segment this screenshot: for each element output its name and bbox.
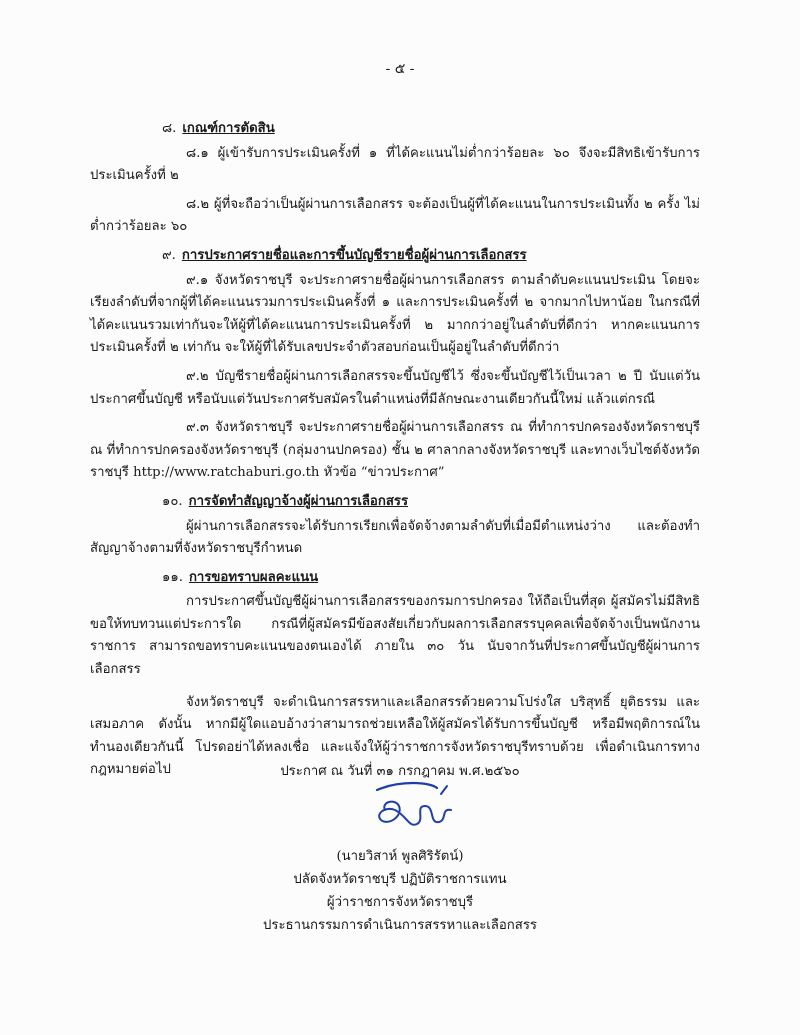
section-number: ๘.	[162, 121, 177, 136]
section-title: การจัดทำสัญญาจ้างผู้ผ่านการเลือกสรร	[188, 493, 409, 509]
signatory-position: ประธานกรรมการดำเนินการสรรหาและเลือกสรร	[263, 918, 537, 933]
paragraph: ๙.๓ จังหวัดราชบุรี จะประกาศรายชื่อผู้ผ่านการเลือกสรร ณ ที่ทำการปกครองจังหวัดราชบุรี ณ ที่ทำการปกครองจังหวัดราชบุรี (กลุ่มงานปกครอง) ชั้น ๒ ศาลากลางจังหวัดราชบุรี และทางเว็บไซต์จังหวัดราชบุรี http://www.ratchaburi.go.th หัวข้อ “ข่าวประกาศ”	[90, 420, 700, 481]
signatory-name: (นายวิสาห์ พูลศิริรัตน์)	[336, 849, 464, 864]
section-number: ๑๑.	[162, 569, 183, 585]
signatory-block	[0, 845, 800, 937]
paragraph: ๘.๑ ผู้เข้ารับการประเมินครั้งที่ ๑ ที่ได้คะแนนไม่ต่ำกว่าร้อยละ ๖๐ จึงจะมีสิทธิเข้ารับการประเมินครั้งที่ ๒	[90, 145, 700, 184]
document-body	[90, 112, 700, 788]
page-number: - ๕ -	[385, 61, 415, 77]
handwritten-signature	[355, 780, 475, 835]
paragraph: ๙.๒ บัญชีรายชื่อผู้ผ่านการเลือกสรรจะขึ้นบัญชีไว้ ซึ่งจะขึ้นบัญชีไว้เป็นเวลา ๒ ปี นับแต่วันประกาศขึ้นบัญชี หรือนับแต่วันประกาศรับสมัครในตำแหน่งที่มีลักษณะงานเดียวกันนี้ใหม่ แล้วแต่กรณี	[90, 368, 700, 407]
announcement-date: ประกาศ ณ วันที่ ๓๑ กรกฎาคม พ.ศ.๒๕๖๐	[280, 764, 520, 779]
signatory-position: ผู้ว่าราชการจังหวัดราชบุรี	[326, 895, 474, 910]
paragraph: การประกาศขึ้นบัญชีผู้ผ่านการเลือกสรรของกรมการปกครอง ให้ถือเป็นที่สุด ผู้สมัครไม่มีสิทธิขอให้ทบทวนแต่ประการใด กรณีที่ผู้สมัครมีข้อสงสัยเกี่ยวกับผลการเลือกสรรบุคคลเพื่อจัดจ้างเป็นพนักงานราชการ สามารถขอทราบคะแนนของตนเองได้ ภายใน ๓๐ วัน นับจากวันที่ประกาศขึ้นบัญชีผู้ผ่านการเลือกสรร	[90, 594, 700, 678]
section-title: การประกาศรายชื่อและการขึ้นบัญชีรายชื่อผู้ผ่านการเลือกสรร	[181, 247, 527, 263]
signatory-position: ปลัดจังหวัดราชบุรี ปฏิบัติราชการแทน	[293, 872, 507, 887]
section-heading	[90, 118, 700, 141]
section-heading	[90, 491, 700, 514]
section-number: ๑๐.	[162, 493, 183, 509]
section-number: ๙.	[162, 247, 176, 263]
section-heading	[90, 245, 700, 268]
paragraph: ๙.๑ จังหวัดราชบุรี จะประกาศรายชื่อผู้ผ่านการเลือกสรร ตามลำดับคะแนนประเมิน โดยจะเรียงลำดับที่จากผู้ที่ได้คะแนนรวมการประเมินครั้งที่ ๑ และการประเมินครั้งที่ ๒ จากมากไปหาน้อย ในกรณีที่ได้คะแนนรวมเท่ากันจะให้ผู้ที่ได้คะแนนการประเมินครั้งที่ ๒ มากกว่าอยู่ในลำดับที่ดีกว่า หากคะแนนการประเมินครั้งที่ ๒ เท่ากัน จะให้ผู้ที่ได้รับเลขประจำตัวสอบก่อนเป็นผู้อยู่ในลำดับที่ดีกว่า	[90, 272, 700, 356]
section-title: การขอทราบผลคะแนน	[188, 569, 319, 585]
section-title: เกณฑ์การตัดสิน	[182, 121, 275, 136]
paragraph: ๘.๒ ผู้ที่จะถือว่าเป็นผู้ผ่านการเลือกสรร จะต้องเป็นผู้ที่ได้คะแนนในการประเมินทั้ง ๒ ครั้ง ไม่ต่ำกว่าร้อยละ ๖๐	[90, 196, 700, 235]
paragraph: ผู้ผ่านการเลือกสรรจะได้รับการเรียกเพื่อจัดจ้างตามลำดับที่เมื่อมีตำแหน่งว่าง และต้องทำสัญญาจ้างตามที่จังหวัดราชบุรีกำหนด	[90, 518, 700, 557]
section-heading	[90, 567, 700, 590]
closing-paragraph: จังหวัดราชบุรี จะดำเนินการสรรหาและเลือกสรรด้วยความโปร่งใส บริสุทธิ์ ยุติธรรม และเสมอภาค ดังนั้น หากมีผู้ใดแอบอ้างว่าสามารถช่วยเหลือให้ผู้สมัครได้รับการขึ้นบัญชี หรือมีพฤติการณ์ในทำนองเดียวกันนี้ โปรดอย่าได้หลงเชื่อ และแจ้งให้ผู้ว่าราชการจังหวัดราชบุรีทราบด้วย เพื่อดำเนินการทางกฎหมายต่อไป	[90, 694, 700, 778]
